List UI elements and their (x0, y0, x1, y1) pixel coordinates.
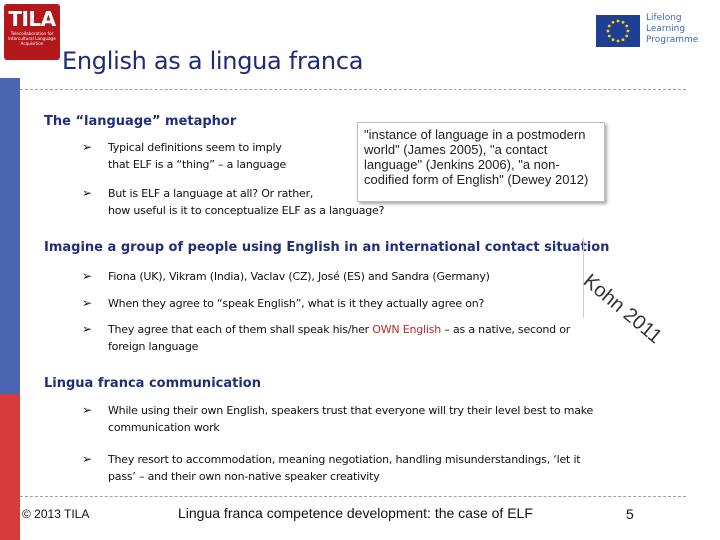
arrow-bullet-icon: ➢ (82, 269, 93, 283)
bullet-line: foreign language (108, 340, 199, 353)
section-heading-lingua-franca-communication: Lingua franca communication (44, 376, 261, 391)
arrow-bullet-icon: ➢ (82, 452, 93, 466)
callout-line: codified form of English" (Dewey 2012) (364, 172, 589, 187)
bullet-text-segment: – as a native, second or (441, 323, 571, 336)
footer-copyright: © 2013 TILA (22, 507, 90, 521)
bullet-text (108, 321, 570, 355)
eu-stars-icon (596, 15, 640, 47)
slide-title: English as a lingua franca (62, 47, 364, 75)
bullet-text (108, 185, 384, 219)
eu-programme-label (646, 13, 716, 46)
arrow-bullet-icon: ➢ (82, 322, 93, 336)
left-accent-bar-red (0, 394, 20, 540)
bullet-text-segment: They agree that each of them shall speak his/her (108, 323, 373, 336)
bullet-line: Typical definitions seem to imply (108, 141, 282, 154)
arrow-bullet-icon: ➢ (82, 296, 93, 310)
bullet-line: But is ELF a language at all? Or rather, (108, 187, 314, 200)
arrow-bullet-icon: ➢ (82, 186, 93, 200)
bullet-line: When they agree to “speak English”, what is it they actually agree on? (108, 297, 485, 310)
bullet-line: Fiona (UK), Vikram (India), Vaclav (CZ), José (ES) and Sandra (Germany) (108, 270, 490, 283)
footer-divider (20, 496, 686, 497)
tila-logo-subtitle: Telecollaboration for Intercultural Language Acquisition (8, 31, 56, 46)
bullet-text (108, 268, 490, 285)
bullet-line: They resort to accommodation, meaning negotiation, handling misunderstandings, ‘let it (108, 453, 581, 466)
eu-label-line-2: Learning (646, 24, 686, 34)
title-divider (20, 89, 686, 90)
tila-logo (4, 4, 60, 60)
eu-label-line-1: Lifelong (646, 13, 682, 23)
eu-flag-icon (596, 15, 640, 47)
arrow-bullet-icon: ➢ (82, 403, 93, 417)
bullet-line: communication work (108, 421, 220, 434)
callout-line: language" (Jenkins 2006), "a non- (364, 157, 560, 172)
eu-label-line-3: Programme (646, 35, 699, 45)
bullet-text (108, 402, 593, 436)
footer-title: Lingua franca competence development: the case of ELF (178, 505, 533, 521)
bullet-line: While using their own English, speakers trust that everyone will try their level best to make (108, 404, 594, 417)
callout-line: "instance of language in a postmodern (364, 127, 586, 142)
own-english-highlight: OWN English (372, 323, 442, 336)
arrow-bullet-icon: ➢ (82, 140, 93, 154)
callout-line: world" (James 2005), "a contact (364, 142, 548, 157)
page-number: 5 (626, 506, 634, 522)
bullet-text (108, 295, 484, 312)
definition-callout (357, 122, 605, 202)
tila-logo-name: TILA (8, 7, 56, 31)
bullet-text (108, 139, 286, 173)
section-heading-language-metaphor: The “language” metaphor (44, 114, 237, 129)
bullet-line: how useful is it to conceptualize ELF as a language? (108, 204, 385, 217)
left-accent-bar-blue (0, 78, 20, 394)
bullet-line: that ELF is a “thing” – a language (108, 158, 287, 171)
bullet-line: pass’ – and their own non-native speaker creativity (108, 470, 380, 483)
kohn-2011-side-note: Kohn 2011 (578, 270, 666, 349)
bullet-line (108, 321, 570, 338)
section-heading-contact-situation: Imagine a group of people using English in an international contact situation (44, 240, 610, 255)
bullet-text (108, 451, 580, 485)
